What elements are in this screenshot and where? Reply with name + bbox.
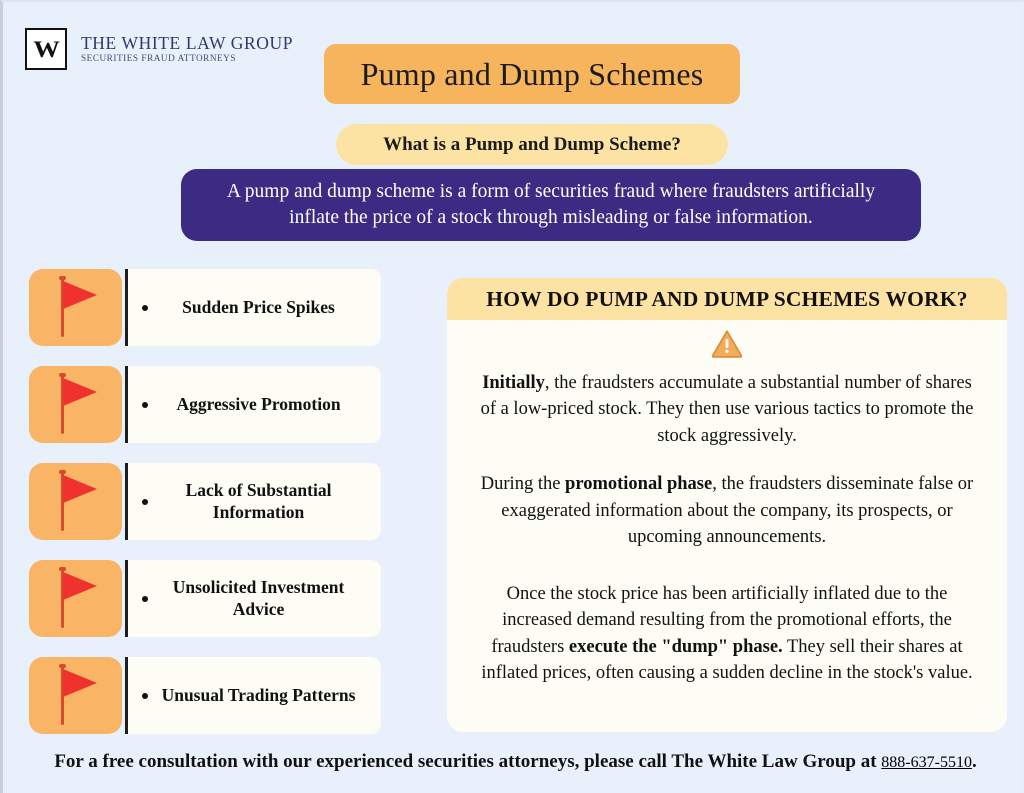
how-it-works-body: [447, 358, 1007, 687]
logo-text-block: [81, 34, 293, 64]
warning-sign-panel: [128, 269, 381, 346]
warning-triangle-wrap: [447, 329, 1007, 358]
warning-sign-label: Unusual Trading Patterns: [161, 684, 356, 705]
red-flag-icon: [29, 560, 122, 637]
paragraph-3-bold: execute the "dump" phase.: [568, 636, 783, 657]
page-title-banner: [324, 44, 740, 104]
warning-sign-label: Aggressive Promotion: [176, 393, 341, 414]
paragraph-2-after: , the fraudsters disseminate false or exaggerated information about the company, its prospects, or upcoming announcements.: [501, 474, 974, 548]
list-item: [29, 560, 381, 637]
paragraph-dump: [473, 581, 981, 687]
bullet-icon: [142, 499, 148, 505]
how-it-works-header: [447, 278, 1007, 320]
red-flag-icon: [29, 269, 122, 346]
red-flag-icon: [29, 366, 122, 443]
footer-phone-number[interactable]: 888-637-5510: [881, 754, 972, 771]
paragraph-initially: [473, 370, 981, 449]
footer-text-before: For a free consultation with our experienced securities attorneys, please call The White Law Group at: [54, 751, 882, 772]
how-it-works-heading: HOW DO PUMP AND DUMP SCHEMES WORK?: [486, 286, 968, 311]
warning-sign-label: Sudden Price Spikes: [182, 296, 335, 317]
warning-signs-list: [29, 269, 381, 754]
definition-box: [181, 169, 921, 241]
warning-sign-panel: [128, 560, 381, 637]
warning-sign-label: Unsolicited Investment Advice: [172, 577, 345, 619]
brand-logo: [25, 28, 293, 70]
section-question: What is a Pump and Dump Scheme?: [383, 133, 681, 155]
list-item: [29, 657, 381, 734]
paragraph-1-rest: , the fraudsters accumulate a substantial number of shares of a low-priced stock. They then use various tactics to promote the stock aggressively.: [480, 373, 974, 446]
warning-sign-label: Lack of Substantial Information: [185, 480, 332, 522]
warning-sign-panel: [128, 657, 381, 734]
red-flag-icon: [29, 463, 122, 540]
header: [7, 6, 1024, 228]
logo-firm-name: THE WHITE LAW GROUP: [81, 32, 294, 53]
list-item: [29, 269, 381, 346]
footer: [7, 751, 1024, 773]
bullet-icon: [142, 402, 148, 408]
how-it-works-card: [447, 278, 1007, 732]
logo-tagline: SECURITIES FRAUD ATTORNEYS: [81, 53, 237, 64]
paragraph-promotional: [473, 471, 981, 550]
section-question-banner: [336, 124, 728, 165]
bullet-icon: [142, 596, 148, 602]
paragraph-2-before: During the: [480, 474, 566, 495]
paragraph-3-before: Once the stock price has been artificially inflated due to the increased demand resulting from the promotional efforts, the fraudsters: [491, 583, 952, 657]
warning-sign-panel: [128, 366, 381, 443]
infographic-canvas: [7, 6, 1020, 793]
footer-text-after: .: [971, 751, 977, 772]
logo-monogram-icon: [25, 28, 67, 70]
bullet-icon: [142, 305, 148, 311]
paragraph-3-after: They sell their shares at inflated prices, often causing a sudden decline in the stock's value.: [481, 636, 973, 684]
bullet-icon: [142, 693, 148, 699]
definition-text: A pump and dump scheme is a form of securities fraud where fraudsters artificially inflate the price of a stock through misleading or false information.: [226, 180, 876, 228]
warning-sign-panel: [128, 463, 381, 540]
list-item: [29, 366, 381, 443]
paragraph-1-bold-lead: Initially: [482, 373, 545, 393]
page-title: Pump and Dump Schemes: [360, 55, 704, 92]
warning-triangle-icon: [711, 329, 743, 358]
red-flag-icon: [29, 657, 122, 734]
logo-monogram-letter: W: [33, 36, 59, 62]
list-item: [29, 463, 381, 540]
paragraph-2-bold: promotional phase: [565, 474, 713, 495]
